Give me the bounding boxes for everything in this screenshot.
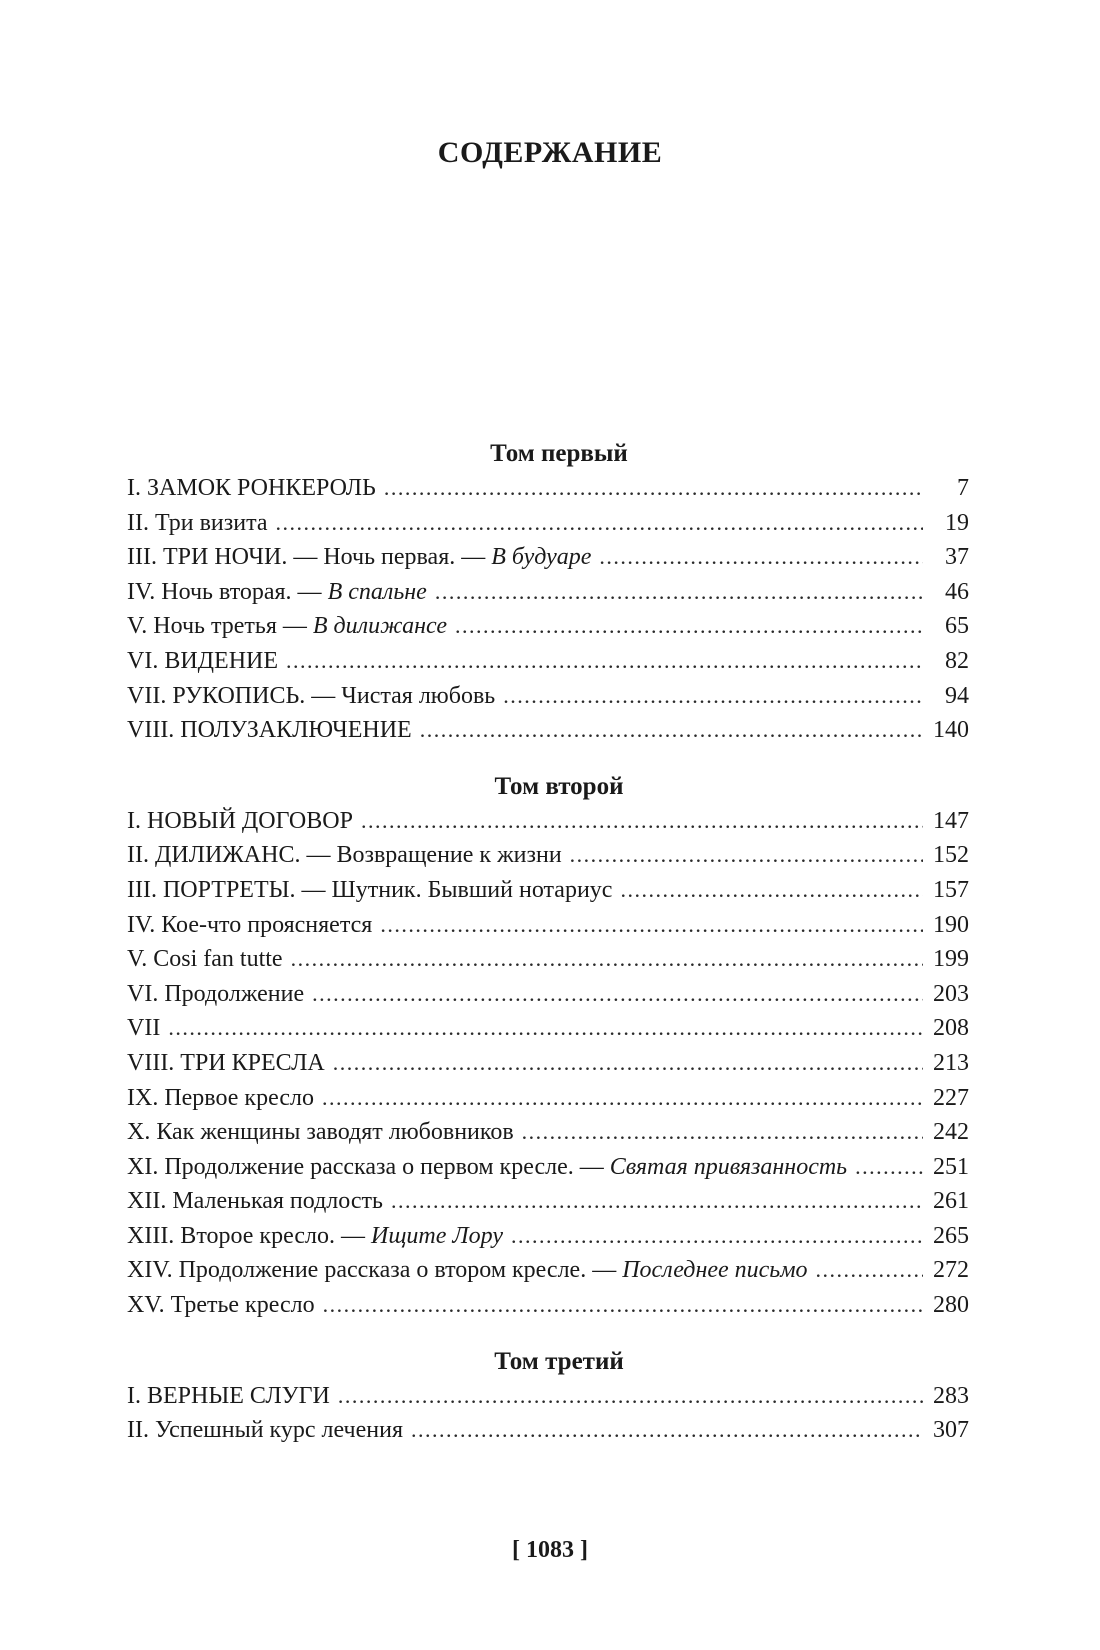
toc-entry xyxy=(127,942,969,977)
toc-entry xyxy=(127,540,969,575)
entry-title: IX. Первое кресло xyxy=(127,1084,314,1111)
dot-leader xyxy=(511,1219,923,1254)
entry-page-number: 147 xyxy=(933,807,969,834)
toc-entry xyxy=(127,908,969,943)
entry-title: VII xyxy=(127,1015,161,1042)
entry-page-number: 251 xyxy=(933,1153,969,1180)
entry-page-number: 208 xyxy=(933,1015,969,1042)
entry-page-number: 213 xyxy=(933,1049,969,1076)
entry-title: I. НОВЫЙ ДОГОВОР xyxy=(127,807,353,834)
dot-leader xyxy=(816,1253,923,1288)
entry-page-number: 157 xyxy=(933,876,969,903)
entry-title: VII. РУКОПИСЬ. — Чистая любовь xyxy=(127,682,496,709)
dot-leader xyxy=(411,1413,923,1448)
entry-page-number: 140 xyxy=(933,717,969,744)
dot-leader xyxy=(291,942,923,977)
entry-page-number: 280 xyxy=(933,1292,969,1319)
page-title: СОДЕРЖАНИЕ xyxy=(437,136,663,169)
dot-leader xyxy=(323,1288,923,1323)
entry-page-number: 242 xyxy=(933,1119,969,1146)
toc-entry xyxy=(127,1011,969,1046)
dot-leader xyxy=(435,575,923,610)
entry-title: VI. Продолжение xyxy=(127,980,305,1007)
toc-entry xyxy=(127,1184,969,1219)
entry-title: XII. Маленькая подлость xyxy=(127,1188,383,1215)
toc-entry xyxy=(127,1219,969,1254)
entry-page-number: 227 xyxy=(933,1084,969,1111)
entry-title: II. Успешный курс лечения xyxy=(127,1417,403,1444)
dot-leader xyxy=(620,873,923,908)
toc-entry xyxy=(127,977,969,1012)
toc-entry xyxy=(127,644,969,679)
entry-title: XIV. Продолжение рассказа о втором кресле. — Последнее письмо xyxy=(127,1257,808,1284)
volume-heading: Том первый xyxy=(490,440,628,467)
toc-entry xyxy=(127,1379,969,1414)
entry-title: III. ПОРТРЕТЫ. — Шутник. Бывший нотариус xyxy=(127,876,613,903)
entry-page-number: 265 xyxy=(933,1222,969,1249)
entry-page-number: 46 xyxy=(945,578,969,605)
dot-leader xyxy=(380,908,923,943)
entry-title: I. ЗАМОК РОНКЕРОЛЬ xyxy=(127,475,376,501)
dot-leader xyxy=(522,1115,923,1150)
entry-title: VIII. ТРИ КРЕСЛА xyxy=(127,1049,325,1076)
dot-leader xyxy=(361,804,923,839)
dot-leader xyxy=(333,1046,923,1081)
entry-page-number: 152 xyxy=(933,842,969,869)
toc-entry xyxy=(127,1046,969,1081)
entry-page-number: 307 xyxy=(933,1417,969,1444)
entry-title: V. Cosi fan tutte xyxy=(127,946,283,973)
dot-leader xyxy=(455,609,923,644)
entry-page-number: 65 xyxy=(945,613,969,640)
toc-entry xyxy=(127,609,969,644)
volume-1 xyxy=(127,437,969,748)
entry-page-number: 203 xyxy=(933,980,969,1007)
dot-leader xyxy=(391,1184,923,1219)
entry-title: XIII. Второе кресло. — Ищите Лору xyxy=(127,1222,504,1249)
entry-title: I. ВЕРНЫЕ СЛУГИ xyxy=(127,1382,330,1409)
entry-title: III. ТРИ НОЧИ. — Ночь первая. — В будуаре xyxy=(127,544,592,571)
entry-title: VI. ВИДЕНИЕ xyxy=(127,647,279,674)
entry-title: VIII. ПОЛУЗАКЛЮЧЕНИЕ xyxy=(127,717,412,744)
page-number: [ 1083 ] xyxy=(512,1537,588,1563)
entry-title: II. ДИЛИЖАНС. — Возвращение к жизни xyxy=(127,842,562,869)
entry-page-number: 7 xyxy=(957,475,969,501)
dot-leader xyxy=(338,1379,923,1414)
table-of-contents xyxy=(127,437,969,1448)
entry-page-number: 37 xyxy=(945,544,969,571)
toc-entry xyxy=(127,1288,969,1323)
volume-heading: Том второй xyxy=(494,772,624,800)
toc-entry xyxy=(127,575,969,610)
toc-entry xyxy=(127,471,969,506)
entry-title: IV. Кое-что проясняется xyxy=(127,911,373,938)
entry-title: IV. Ночь вторая. — В спальне xyxy=(127,578,427,605)
toc-entry xyxy=(127,1253,969,1288)
dot-leader xyxy=(384,471,923,506)
toc-entry xyxy=(127,1150,969,1185)
volume-heading: Том третий xyxy=(494,1347,624,1375)
volume-2 xyxy=(127,770,969,1323)
toc-entry xyxy=(127,1413,969,1448)
dot-leader xyxy=(599,540,923,575)
toc-entry xyxy=(127,713,969,748)
entry-page-number: 261 xyxy=(933,1188,969,1215)
entry-page-number: 283 xyxy=(933,1382,969,1409)
entry-page-number: 272 xyxy=(933,1257,969,1284)
dot-leader xyxy=(286,644,923,679)
entry-page-number: 82 xyxy=(945,647,969,674)
dot-leader xyxy=(503,679,923,714)
toc-entry xyxy=(127,506,969,541)
toc-entry xyxy=(127,804,969,839)
dot-leader xyxy=(570,838,923,873)
toc-entry xyxy=(127,838,969,873)
entry-page-number: 199 xyxy=(933,946,969,973)
entry-title: XV. Третье кресло xyxy=(127,1292,315,1319)
entry-page-number: 94 xyxy=(945,682,969,709)
toc-entry xyxy=(127,1115,969,1150)
toc-entries xyxy=(127,804,969,1323)
dot-leader xyxy=(312,977,923,1012)
entry-title: XI. Продолжение рассказа о первом кресле. — Святая привязанность xyxy=(127,1153,848,1180)
toc-entries xyxy=(127,1379,969,1448)
dot-leader xyxy=(276,506,923,541)
entry-page-number: 190 xyxy=(933,911,969,938)
entry-page-number: 19 xyxy=(945,509,969,536)
entry-title: V. Ночь третья — В дилижансе xyxy=(127,613,448,640)
dot-leader xyxy=(168,1011,923,1046)
toc-entry xyxy=(127,1081,969,1116)
toc-entry xyxy=(127,873,969,908)
toc-entry xyxy=(127,679,969,714)
entry-title: II. Три визита xyxy=(127,509,268,536)
volume-3 xyxy=(127,1345,969,1448)
dot-leader xyxy=(855,1150,923,1185)
dot-leader xyxy=(322,1081,923,1116)
entry-title: X. Как женщины заводят любовников xyxy=(127,1119,514,1146)
dot-leader xyxy=(420,713,923,748)
toc-entries xyxy=(127,471,969,748)
